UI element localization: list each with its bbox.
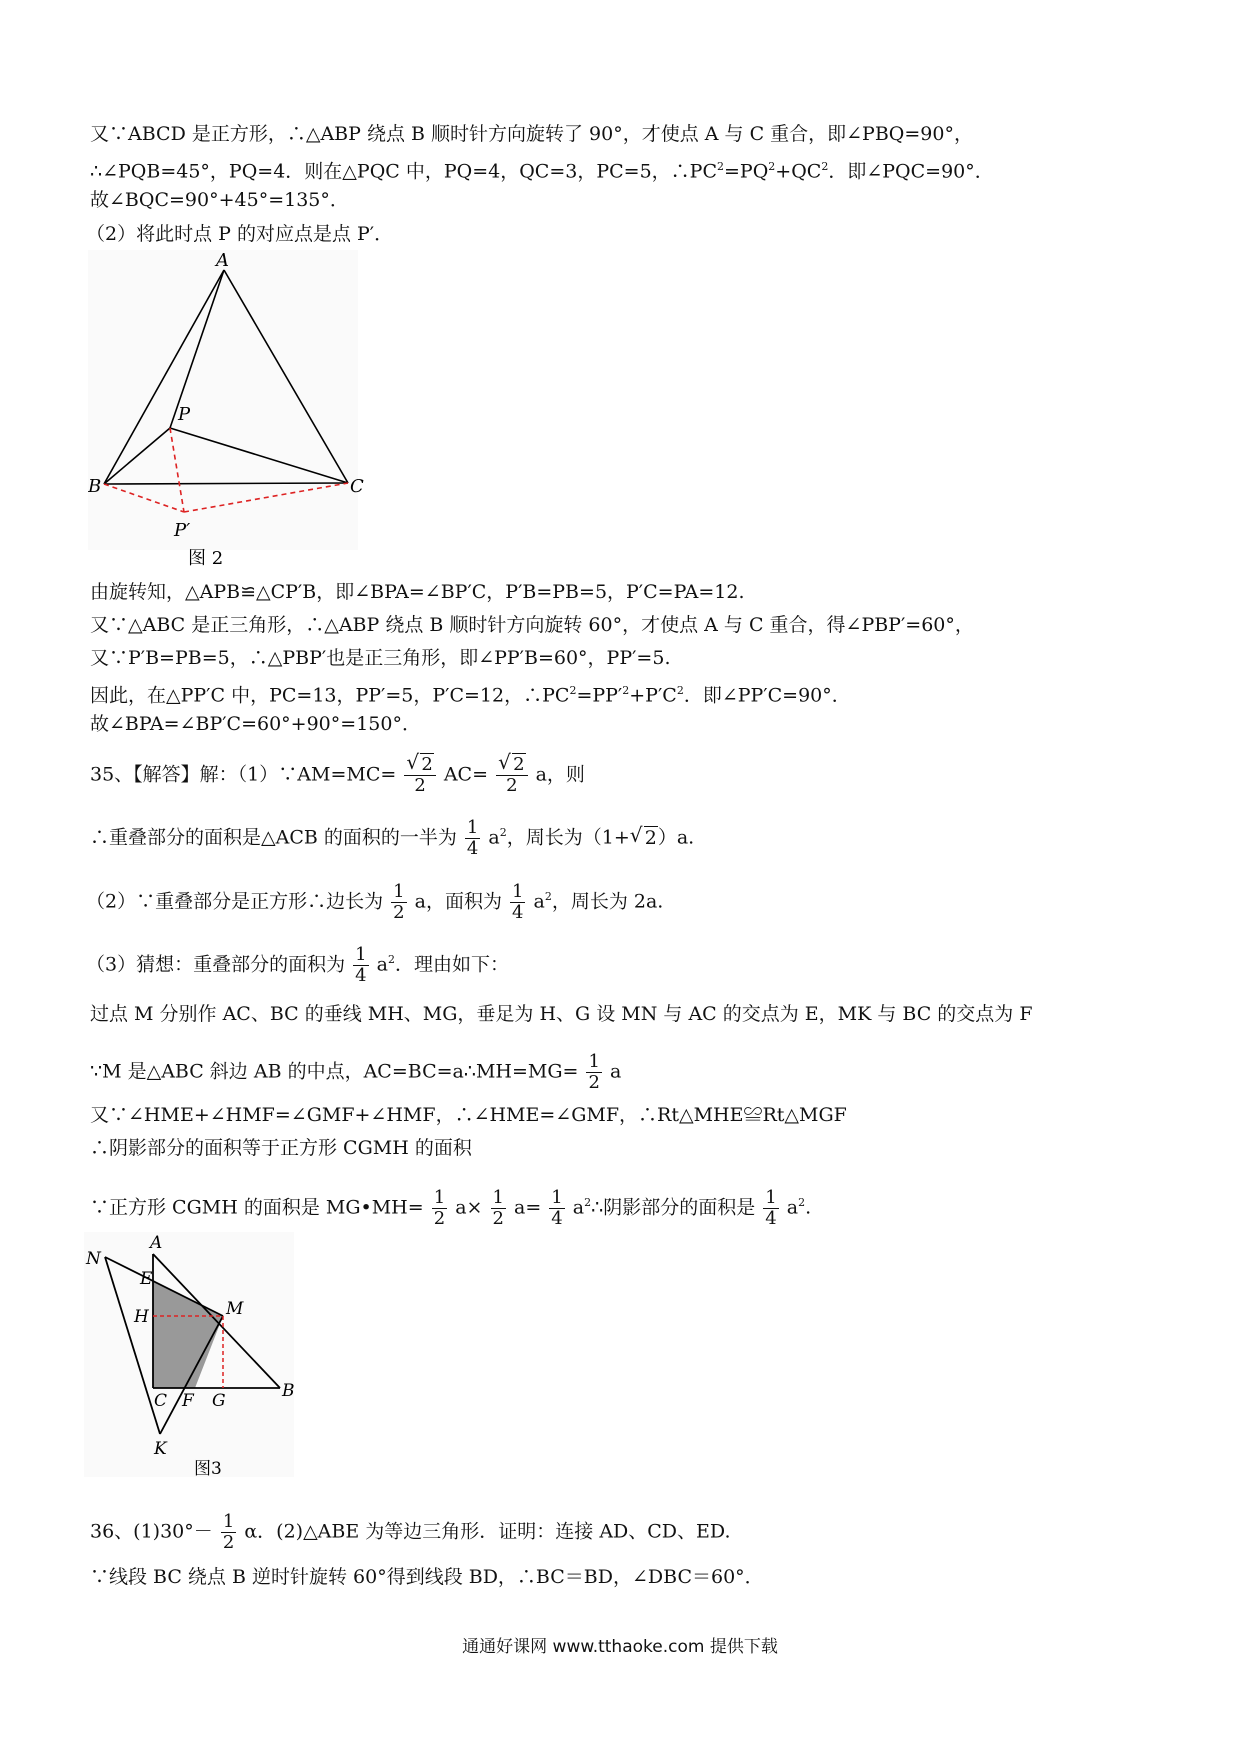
label-C: C <box>350 476 364 497</box>
label-B: B <box>282 1381 295 1401</box>
text-line: ∵正方形 CGMH 的面积是 MG•MH= $\frac{1}{2}$ a× $\frac{1}{2}$ a= $\frac{1}{4}$ $a^2\therefore$阴影部分的面积是 $\frac{1}{4}$ $a^2$. <box>90 1187 812 1229</box>
text-line: ∴∠PQB=45°，PQ=4．则在△PQC 中，PQ=4，QC=3，PC=5，$\therefore PC^2=PQ^2+QC^2$．即∠PQC=90°． <box>90 160 994 183</box>
text-line: 又∵P′B=PB=5，∴△PBP′也是正三角形，即∠PP′B=60°，PP′=5. <box>90 647 671 669</box>
text-line: ∵线段 BC 绕点 B 逆时针旋转 60°得到线段 BD，∴BC＝BD，∠DBC＝60°． <box>90 1566 764 1588</box>
label-F: F <box>182 1391 194 1411</box>
fraction: √ $\frac{2}{2}$ <box>496 755 527 796</box>
text-line: 又∵△ABC 是正三角形，∴△ABP 绕点 B 顺时针方向旋转 60°，才使点 A 与 C 重合，得∠PBP′=60°， <box>90 614 974 636</box>
figure-caption: 图 2 <box>188 548 224 569</box>
text-line: ∵M 是△ABC 斜边 AB 的中点，AC=BC=a∴MH=MG= $\frac{1}{2}$ a <box>90 1051 622 1093</box>
label-C: C <box>154 1391 168 1411</box>
fraction: $\frac{1}{4}$ <box>466 817 479 859</box>
text-line: 35、【解答】解：（1）∵AM=MC= √ $\frac{2}{2}$ AC= √ $\frac{2}{2}$ a，则 <box>90 755 585 796</box>
fraction: $\frac{1}{2}$ <box>588 1051 600 1093</box>
label-A: A <box>150 1233 163 1253</box>
label-K: K <box>154 1439 167 1459</box>
text-line: 因此，在△PP′C 中，PC=13，PP′=5，P′C=12，$\therefore PC^2=PP'^2+P'C^2$．即∠PP′C=90°． <box>90 684 851 707</box>
label-E: E <box>140 1269 153 1289</box>
text-line: 故∠BQC=90°+45°=135°． <box>90 189 349 211</box>
label-G: G <box>212 1391 226 1411</box>
figure-caption: 图3 <box>194 1459 222 1479</box>
fraction: $\frac{1}{4}$ <box>355 944 367 986</box>
text-line: （3）猜想：重叠部分的面积为 $\frac{1}{4}$ $a^2$．理由如下： <box>86 944 509 986</box>
text-line: 过点 M 分别作 AC、BC 的垂线 MH、MG，垂足为 H、G 设 MN 与 AC 的交点为 E，MK 与 BC 的交点为 F <box>90 1003 1033 1025</box>
figure-3 <box>84 1232 304 1482</box>
figure-2 <box>88 250 378 570</box>
text-line: 又∵ABCD 是正方形，∴△ABP 绕点 B 顺时针方向旋转了 90°，才使点 A 与 C 重合，即∠PBQ=90°， <box>90 123 973 145</box>
fraction: $\frac{1}{4}$ <box>765 1187 777 1229</box>
text-line: 36、(1)30°－ $\frac{1}{2}$ α．(2)△ABE 为等边三角形．证明：连接 AD、CD、ED. <box>90 1511 731 1553</box>
text-line: 又∵∠HME+∠HMF=∠GMF+∠HMF，∴∠HME=∠GMF，∴Rt△MHE≌Rt△MGF <box>90 1104 847 1126</box>
label-P: P <box>178 404 191 425</box>
fraction: $\frac{1}{2}$ <box>492 1187 504 1229</box>
text-line: 由旋转知，△APB≌△CP′B，即∠BPA=∠BP′C，P′B=PB=5，P′C=PA=12. <box>90 581 745 603</box>
label-A: A <box>216 250 229 271</box>
fraction: √ $\frac{2}{2}$ <box>404 755 435 796</box>
fraction: $\frac{1}{4}$ <box>512 881 524 923</box>
label-P-prime: P′ <box>174 520 191 541</box>
label-M: M <box>226 1299 244 1319</box>
fraction: $\frac{1}{2}$ <box>433 1187 446 1229</box>
fraction: $\frac{1}{2}$ <box>222 1511 235 1553</box>
text-line: ∴阴影部分的面积等于正方形 CGMH 的面积 <box>90 1137 472 1159</box>
label-B: B <box>88 476 102 497</box>
text-line: 故∠BPA=∠BP′C=60°+90°=150°． <box>90 713 421 735</box>
fraction: $\frac{1}{4}$ <box>551 1187 563 1229</box>
label-H: H <box>134 1307 149 1327</box>
text-line: ∴重叠部分的面积是△ACB 的面积的一半为 $\frac{1}{4}$ $a^2$，周长为（1+√ 2）a. <box>90 818 694 859</box>
text-line: （2）∵重叠部分是正方形∴边长为 $\frac{1}{2}$ a，面积为 $\frac{1}{4}$ $a^2$，周长为 2a. <box>86 881 664 923</box>
fraction: $\frac{1}{2}$ <box>393 881 405 923</box>
page-footer: 通通好课网 www.tthaoke.com 提供下载 <box>462 1637 778 1657</box>
text-line: （2）将此时点 P 的对应点是点 P′． <box>86 223 394 245</box>
label-N: N <box>86 1249 101 1269</box>
